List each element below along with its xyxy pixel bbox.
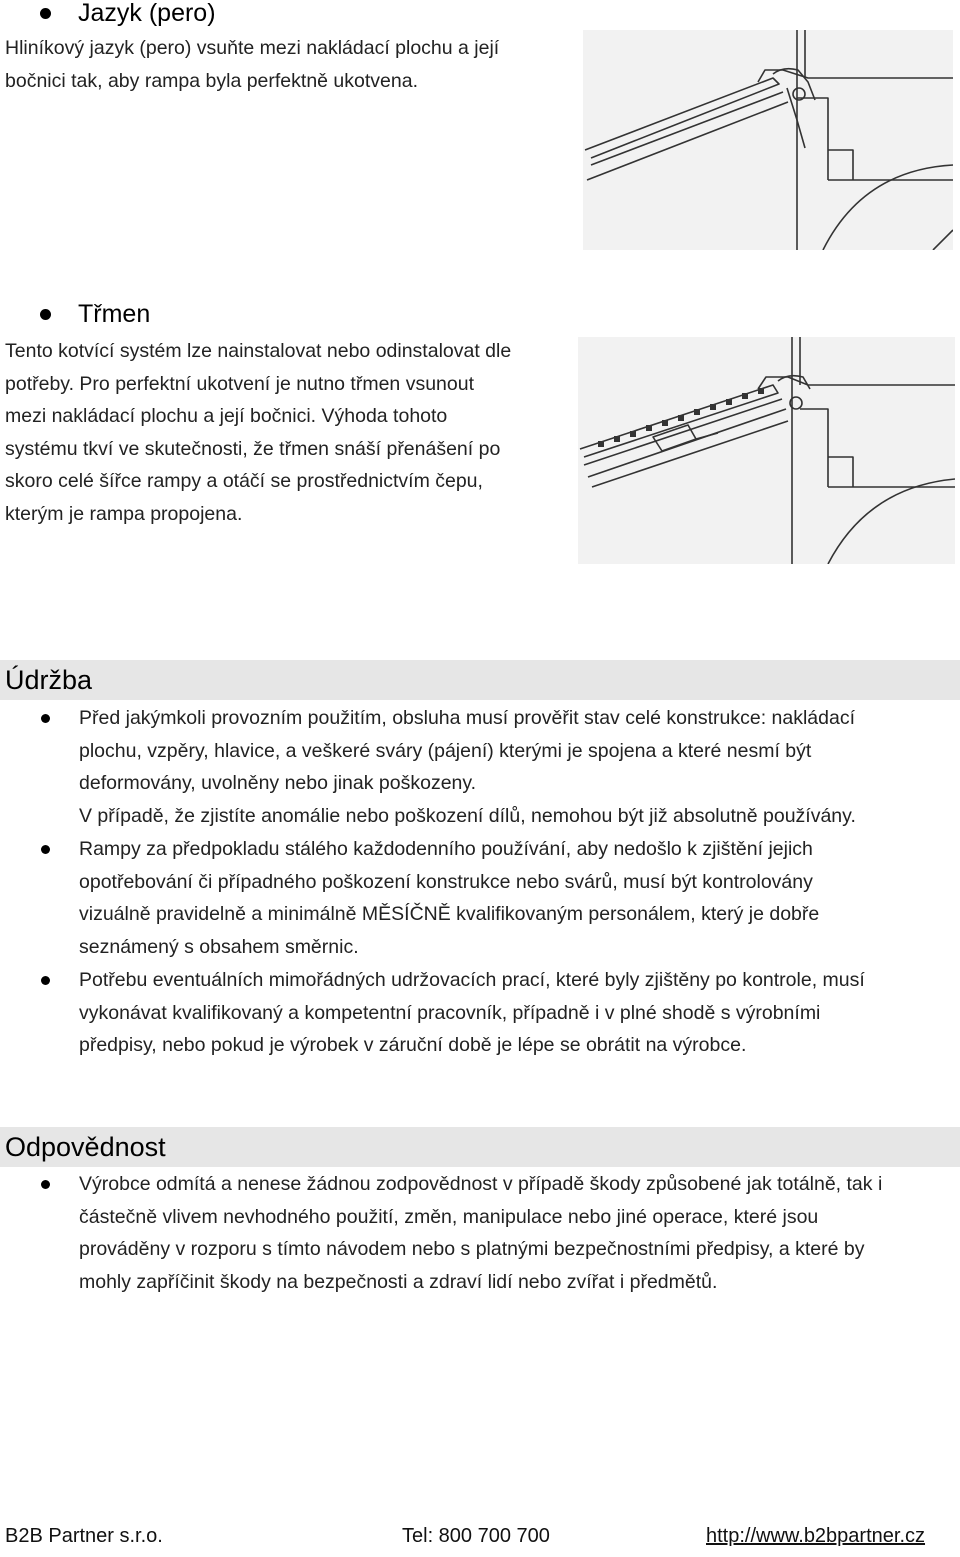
figure-jazyk-diagram [583,30,953,250]
bullet-icon [41,714,50,723]
paragraph-line: skoro celé šířce rampy a otáčí se prostřednictvím čepu, [5,470,483,492]
list-item-line: částečně vlivem nevhodného použití, změn, manipulace nebo jiné operace, které jsou [79,1205,819,1228]
list-item-line: deformovány, uvolněny nebo jinak poškozeny. [79,772,477,794]
paragraph-line: kterým je rampa propojena. [5,502,243,525]
list-item [0,833,960,963]
list-item-line: vykonávat kvalifikovaný a kompetentní pracovník, případně i v plné shodě s výrobními [79,1001,821,1024]
jazyk-paragraph [5,32,499,97]
list-item-line: mohly zapříčinit škody na bezpečnosti a zdraví lidí nebo zvířat i předmětů. [79,1270,718,1293]
list-item-line: předpisy, nebo pokud je výrobek v záruční době je lépe se obrátit na výrobce. [79,1034,747,1056]
paragraph-line: bočnici tak, aby rampa byla perfektně ukotvena. [5,69,418,92]
odpovednost-list [0,1168,960,1299]
list-item [0,964,960,1062]
udrzba-title-bar [0,660,960,700]
trmen-paragraph [5,335,511,530]
paragraph-line: systému tkví ve skutečnosti, že třmen snáší přenášení po [5,437,501,460]
footer-company: B2B Partner s.r.o. [5,1525,163,1547]
list-item-line: vizuálně pravidelně a minimálně MĚSÍČNĚ kvalifikovaným personálem, který je dobře [79,903,820,925]
trmen-heading-text: Třmen [78,299,151,328]
footer-website [706,1525,925,1548]
list-item-line: seznámený s obsahem směrnic. [79,935,359,958]
ramp-bracket-drawing [578,337,955,564]
list-item-line: V případě, že zjistíte anomálie nebo poškození dílů, nemohou být již absolutně používány. [79,804,856,827]
paragraph-line: Tento kotvící systém lze nainstalovat nebo odinstalovat dle [5,340,512,362]
udrzba-title: Údržba [5,665,93,695]
bullet-icon [40,309,51,320]
jazyk-heading-text: Jazyk (pero) [78,0,216,27]
bullet-icon [41,1180,50,1189]
website-link[interactable]: http://www.b2bpartner.cz [706,1525,926,1547]
jazyk-heading [0,0,216,26]
odpovednost-title: Odpovědnost [5,1132,166,1162]
list-item-line: opotřebování či případného poškození konstrukce nebo svárů, musí být kontrolovány [79,870,813,893]
odpovednost-title-bar [0,1127,960,1167]
figure-trmen-diagram [578,337,955,564]
list-item-line: Rampy za předpokladu stálého každodenního používání, aby nedošlo k zjištění jejich [79,838,813,860]
list-item [0,702,960,832]
ramp-tongue-drawing [583,30,953,250]
bullet-icon [41,845,50,854]
list-item-line: Potřebu eventuálních mimořádných udržovacích prací, které byly zjištěny po kontrole, musí [79,969,865,991]
udrzba-list [0,702,960,1063]
trmen-heading [0,300,150,328]
bullet-icon [41,976,50,985]
list-item-line: prováděny v rozporu s tímto návodem nebo s platnými bezpečnostními předpisy, a které by [79,1238,865,1260]
paragraph-line: potřeby. Pro perfektní ukotvení je nutno třmen vsunout [5,372,474,395]
list-item-line: Výrobce odmítá a nenese žádnou zodpovědnost v případě škody způsobené jak totálně, tak i [79,1173,883,1195]
list-item-line: Před jakýmkoli provozním použitím, obsluha musí prověřit stav celé konstrukce: nakládací [79,707,856,729]
list-item-line: plochu, vzpěry, hlavice, a veškeré sváry (pájení) kterými je spojena a které nesmí být [79,739,812,762]
paragraph-line: Hliníkový jazyk (pero) vsuňte mezi nakládací plochu a její [5,37,500,59]
paragraph-line: mezi nakládací plochu a její bočnici. Výhoda tohoto [5,405,448,427]
list-item [0,1168,960,1298]
bullet-icon [40,8,51,19]
footer-phone: Tel: 800 700 700 [402,1525,550,1547]
